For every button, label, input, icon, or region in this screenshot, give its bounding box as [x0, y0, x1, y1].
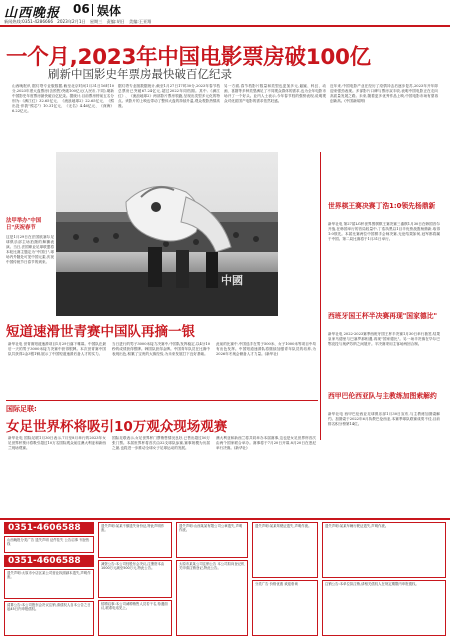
copa-headline: 西班牙国王杯半决赛再现"国家德比": [328, 312, 438, 320]
lead-subhead: 刷新中国影史年票房最快破百亿纪录: [48, 67, 232, 81]
ad-box-1: [4, 536, 94, 553]
ad-text-5: 减资公告:本公司经股东会决议,注册资本由1000万元减至500万元,特此公告。: [101, 562, 165, 571]
chess-headline: 世界棋王赛决赛丁浩1:0领先杨鼎新: [328, 202, 436, 210]
page-number: 06: [73, 2, 90, 16]
lead-headline: 一个月,2023年中国电影票房破100亿: [6, 45, 371, 70]
ad-box-7: [176, 522, 248, 558]
chess-text: 新华社电 第27届LG杯世界围棋棋王赛决赛三番棋1月30日在韩国首尔开战,在韩国举行的首局较量中,丁浩执黑以1目半优势战胜杨鼎新,取得1:0领先。本届比赛两位中国棋手会师决赛,无论结果如何,冠军都将属于中国。第二局比赛将于1月31日举行。: [328, 222, 440, 242]
wwc-top-rule: [6, 400, 318, 401]
ad-box-3: [4, 601, 94, 636]
youth-headline: 短道速滑世青赛中国队再摘一银: [6, 324, 195, 340]
ad-text-8: 太原市某某公司注销公告 本公司拟向登记机关申请注销登记,特此公告。: [179, 562, 245, 571]
ads-hotline-banner: 0351-4606588: [4, 522, 94, 534]
valencia-text: 新华社电 西甲巴伦西亚足球俱乐部1月30日宣布,与主教练加图索解约。加图索于2022年6月执教巴伦西亚,本赛季球队联赛成绩不佳,目前排名积分榜第14位。: [328, 412, 440, 427]
ad-box-5: [98, 560, 172, 598]
ad-text-2: 遗失声明:太原市小店区某公司营业执照副本遗失,声明作废。: [7, 571, 91, 580]
ad-text-10: 分类广告 价格优惠 欢迎垂询: [255, 582, 298, 586]
ad-text-9: 遗失声明:某某驾驶证遗失,声明作废。: [255, 524, 312, 528]
ad-text-4: 遗失声明:某某不慎遗失身份证,特此声明作废。: [101, 524, 165, 533]
ad-text-7: 遗失声明:山西某某有限公司公章遗失,声明作废。: [179, 524, 243, 533]
ad-box-4: [98, 522, 172, 558]
news-photo: [56, 152, 278, 316]
wwc-col-2: 国际足联表示,女足世界杯门票销售情况良好,已售出超过50万张门票。本届世界杯将首次由32支球队参赛,赛事规模为历届之最,也将进一步推动全球女子足球运动的发展。: [112, 436, 210, 451]
photo-caption-text: 这是1月29日在法国欧塞尔足球俱乐部主场拍摄的舞狮表演。当日,法国职业足球联盟将本轮比赛主题定为"中国日",球场内外随处可见中国元素,庆祝中国传统节日春节的到来。: [6, 235, 54, 265]
masthead-info: 新闻热线:0351-4286666 2023年2月1日 星期三 责编:胡日 美编:王亚翔: [4, 19, 152, 24]
copa-text: 新华社电 2022-2023赛季西班牙国王杯半决赛1月30日举行抽签,结果皇家马德里与巴塞罗那相遇,再现"国家德比"。另一场半决赛在毕尔巴鄂竞技与奥萨苏纳之间展开。半决赛采用主客场两回合制。: [328, 332, 440, 347]
ad-text-6: 招聘启事:本公司诚聘销售人员若干名,待遇面议,联系电话见上。: [101, 602, 168, 611]
wwc-kicker: 国际足联:: [6, 405, 37, 413]
ad-box-9: [252, 522, 318, 578]
wwc-headline: 女足世界杯将吸引10万观众现场观赛: [6, 419, 228, 435]
youth-col-2: 当日进行的男子3000米接力决赛中,中国队发挥稳定,以4分10秒的成绩获得银牌。韩国队获得金牌。中国青年队员在比赛中表现出色,积累了宝贵的大赛经验,为未来发展打下良好基础。: [112, 342, 210, 357]
ad-box-12: [322, 580, 446, 636]
masthead-logo: 山西晚报: [4, 6, 61, 21]
ad-text-11: 遗失声明:某某车辆行驶证遗失,声明作废。: [325, 524, 389, 528]
ads-top-rule: [0, 518, 450, 520]
ad-box-11: [322, 522, 446, 578]
photo-caption-title: 法甲举办"中国日"庆祝春节: [6, 218, 42, 231]
lead-col-4: 近年来,中国电影产业在经历了疫情冲击后逐步复苏,2023年开年即迎来强劲表现。多部影片口碑与票房双丰收,表明中国电影正在走向高质量发展之路。未来,随着更多优秀作品上映,中国电影市场有望再创新高。(中国新闻网): [330, 84, 438, 104]
masthead-rule: [0, 25, 450, 27]
photo-caption: [6, 218, 54, 314]
wwc-col-3: 澳大利亚和新西兰将共同举办本届赛事,这也是女足世界杯首次由两个国家联合举办。赛事将于7月20日开幕,8月20日在悉尼举行决赛。(新华社): [216, 436, 316, 451]
ad-text-12: 注销公告:本单位拟注销,请相关债权人在规定期限内申报债权。: [325, 582, 419, 586]
jersey-text: 中國: [221, 274, 243, 287]
right-column-divider: [320, 152, 321, 440]
youth-col-1: 新华社电 世青赛短道速滑项目1月29日落下帷幕。中国队在最后一天的男子3000米接力决赛中获得银牌。本次世青赛中国队共获得2金3银1铜,展示了中国短道速滑后备人才的实力。: [8, 342, 106, 357]
ad-box-2: [4, 569, 94, 599]
lead-col-1: 山西晚报讯 据灯塔专业版数据,截至北京时间1月31日16时10分,2023年度大盘票房(含预售)突破100亿元(人民币,下同),刷新中国影史年度票房最快破百亿纪录。据统计,目前票房榜前五名分别为:《满江红》32.65亿元、《流浪地球2》22.65亿元、《熊出没·伴我"熊芯"》10.31亿元、《无名》4.46亿元、《深海》6.22亿元。: [12, 84, 114, 114]
ad-text-3: 清算公告:本公司股东会决议注销,请债权人自本公告之日起45日内申报债权。: [7, 603, 91, 612]
lead-col-3: 另一方面,春节档影片数量和类型也更加多元,悬疑、科幻、动画、喜剧等多种类型满足了不同观众群体的需求,也为全年电影市场开了一个好头。业内人士表示,今年春节档的强势表现,说明观众对优质国产电影的需求依然旺盛。: [224, 84, 326, 104]
youth-col-3: 此前的比赛中,中国选手在男子500米、女子1000米等项目中均有出色发挥。中国短道速滑队将继续加强青年队员的培养,为2026年冬奥会储备人才力量。(新华社): [216, 342, 316, 357]
page-divider: [92, 4, 93, 16]
ad-text-1: 山西晚报分类广告 遗失声明 证件挂失 公告启事 刊登热线: [7, 538, 90, 547]
ads-hotline-banner-2: 0351-4606588: [4, 555, 94, 567]
valencia-headline: 西甲巴伦西亚队与主教练加图索解约: [328, 392, 437, 400]
ad-box-8: [176, 560, 248, 636]
section-name: 娱体: [97, 4, 122, 18]
lead-col-2: 据灯塔专业版数据统计,截至1月27日17时30分,2023年春节档总票房已突破67.24亿元,超过2022年同档期。其中,《满江红》、《流浪地球2》两部影片票房领跑,呈现出类型多元化的特点。该影片的上映也带动了整体大盘的持续升温,观众观影热情高涨。: [118, 84, 220, 109]
wwc-col-1: 新华社电 国际足联1月30日表示,7月至8月举行的2023年女足世界杯预计将吸引超过10万名国际观众前往澳大利亚和新西兰现场观赛。: [8, 436, 106, 451]
ad-box-10: [252, 580, 318, 636]
masthead: [0, 0, 450, 26]
ad-box-6: [98, 600, 172, 636]
